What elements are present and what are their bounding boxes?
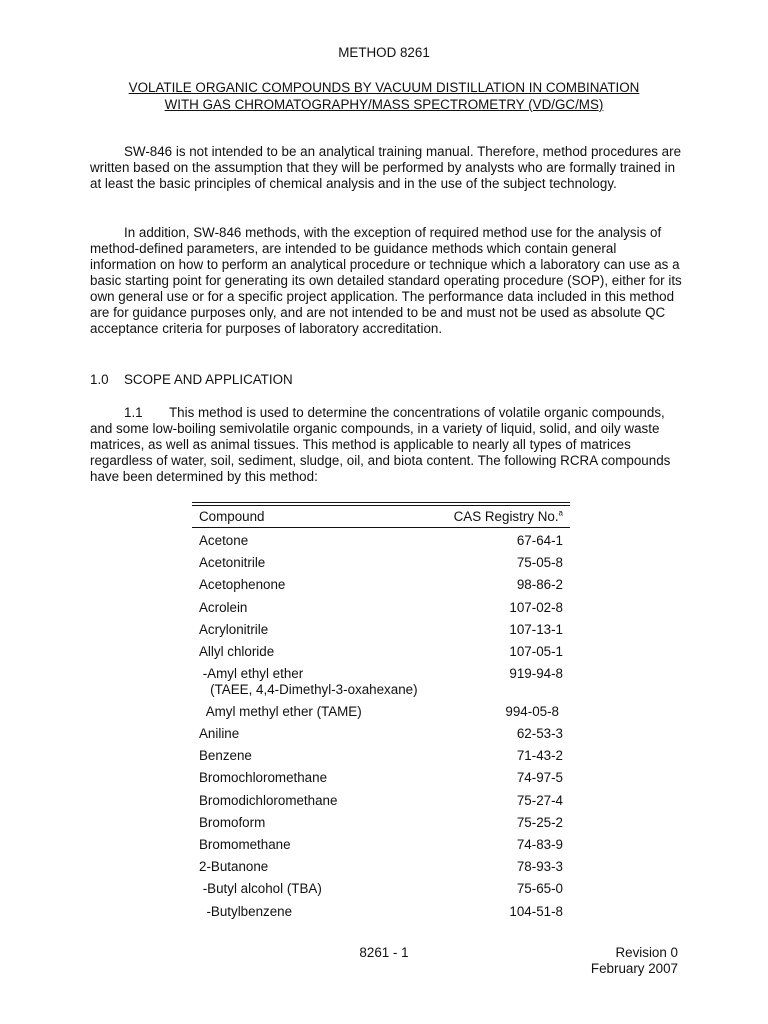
page-number: 8261 - 1	[359, 945, 409, 960]
column-header-cas: CAS Registry No.$^a$	[453, 508, 563, 524]
method-title: METHOD 8261	[338, 45, 430, 60]
section-heading	[90, 372, 293, 388]
table-header	[192, 506, 570, 528]
disclaimer-text-1: SW-846 is not intended to be an analytical training manual. Therefore, method procedures are written based on the assumption that they will be performed by analysts who are formally trained in at least the basic principles of chemical analysis and in the use of the subject technology.	[90, 144, 682, 191]
cas-number: 78-93-3	[516, 859, 563, 874]
compound-name: Allyl chloride	[199, 644, 275, 659]
compound-name: Acrylonitrile	[199, 622, 269, 637]
compound-name: Acetophenone	[199, 577, 286, 592]
disclaimer-text-2: In addition, SW-846 methods, with the exception of required method use for the analysis of method-defined parameters, are intended to be guidance methods which contain general information on how to perform an analytical procedure or technique which a laboratory can use as a basic starting point for generating its own detailed standard operating procedure (SOP), either for its own general use or for a specific project application. The performance data included in this method are for guidance purposes only, and are not intended to be and must not be used as absolute QC acceptance criteria for purposes of laboratory accreditation.	[90, 225, 682, 336]
document-title-line-1: VOLATILE ORGANIC COMPOUNDS BY VACUUM DISTILLATION IN COMBINATION	[128, 80, 640, 95]
cas-number: 67-64-1	[516, 533, 563, 548]
cas-number: 75-25-2	[516, 815, 563, 830]
cas-number: 71-43-2	[516, 748, 563, 763]
cas-number: 919-94-8	[509, 666, 563, 681]
compound-name: Bromochloromethane	[199, 770, 328, 785]
section-number: 1.0	[90, 372, 109, 387]
compound-name: Bromomethane	[199, 837, 291, 852]
cas-number: 107-13-1	[509, 622, 563, 637]
compound-name: Acetone	[199, 533, 249, 548]
revision-date: February 2007	[590, 961, 678, 976]
revision-block	[591, 945, 678, 977]
cas-number: 107-05-1	[509, 644, 563, 659]
cas-number: 107-02-8	[509, 600, 563, 615]
cas-number: 74-83-9	[516, 837, 563, 852]
compound-name: Bromoform	[199, 815, 266, 830]
cas-number: 62-53-3	[516, 726, 563, 741]
document-title	[0, 79, 768, 113]
cas-number: 75-05-8	[516, 555, 563, 570]
revision-label: Revision 0	[615, 945, 678, 960]
cas-number: 75-65-0	[516, 881, 563, 896]
compound-name: Bromodichloromethane	[199, 793, 338, 808]
cas-number: 74-97-5	[516, 770, 563, 785]
disclaimer-paragraph-2	[90, 225, 682, 337]
compound-name-continued: (TAEE, 4,4-Dimethyl-3-oxahexane)	[199, 682, 418, 697]
cas-number: 104-51-8	[509, 904, 563, 919]
compound-name: -Butylbenzene	[199, 904, 293, 919]
compound-name: Aniline	[199, 726, 240, 741]
column-header-compound: Compound	[199, 508, 265, 524]
cas-number: 98-86-2	[516, 577, 563, 592]
section-title: SCOPE AND APPLICATION	[124, 372, 293, 387]
subsection-number: 1.1	[124, 405, 143, 420]
compound-name: Acetonitrile	[199, 555, 266, 570]
document-title-line-2: WITH GAS CHROMATOGRAPHY/MASS SPECTROMETRY (VD/GC/MS)	[164, 97, 604, 112]
compound-name: -Amyl ethyl ether	[199, 666, 304, 681]
compound-name: 2-Butanone	[199, 859, 269, 874]
compound-name: -Butyl alcohol (TBA)	[199, 881, 322, 896]
compound-name: Benzene	[199, 748, 252, 763]
footnote-marker: a	[558, 508, 563, 518]
subsection-text: This method is used to determine the concentrations of volatile organic compounds, and some low-boiling semivolatile organic compounds, in a variety of liquid, solid, and oily waste matrices, as well as animal tissues. This method is applicable to nearly all types of matrices regardless of water, soil, sediment, sludge, oil, and biota content. The following RCRA compounds have been determined by this method:	[90, 405, 671, 484]
subsection-paragraph	[90, 405, 682, 485]
compound-name: Amyl methyl ether (TAME)	[199, 704, 362, 719]
compound-name: Acrolein	[199, 600, 248, 615]
cas-number: 994-05-8	[505, 704, 559, 719]
cas-number: 75-27-4	[516, 793, 563, 808]
disclaimer-paragraph-1	[90, 144, 682, 192]
compound-table	[192, 502, 570, 919]
